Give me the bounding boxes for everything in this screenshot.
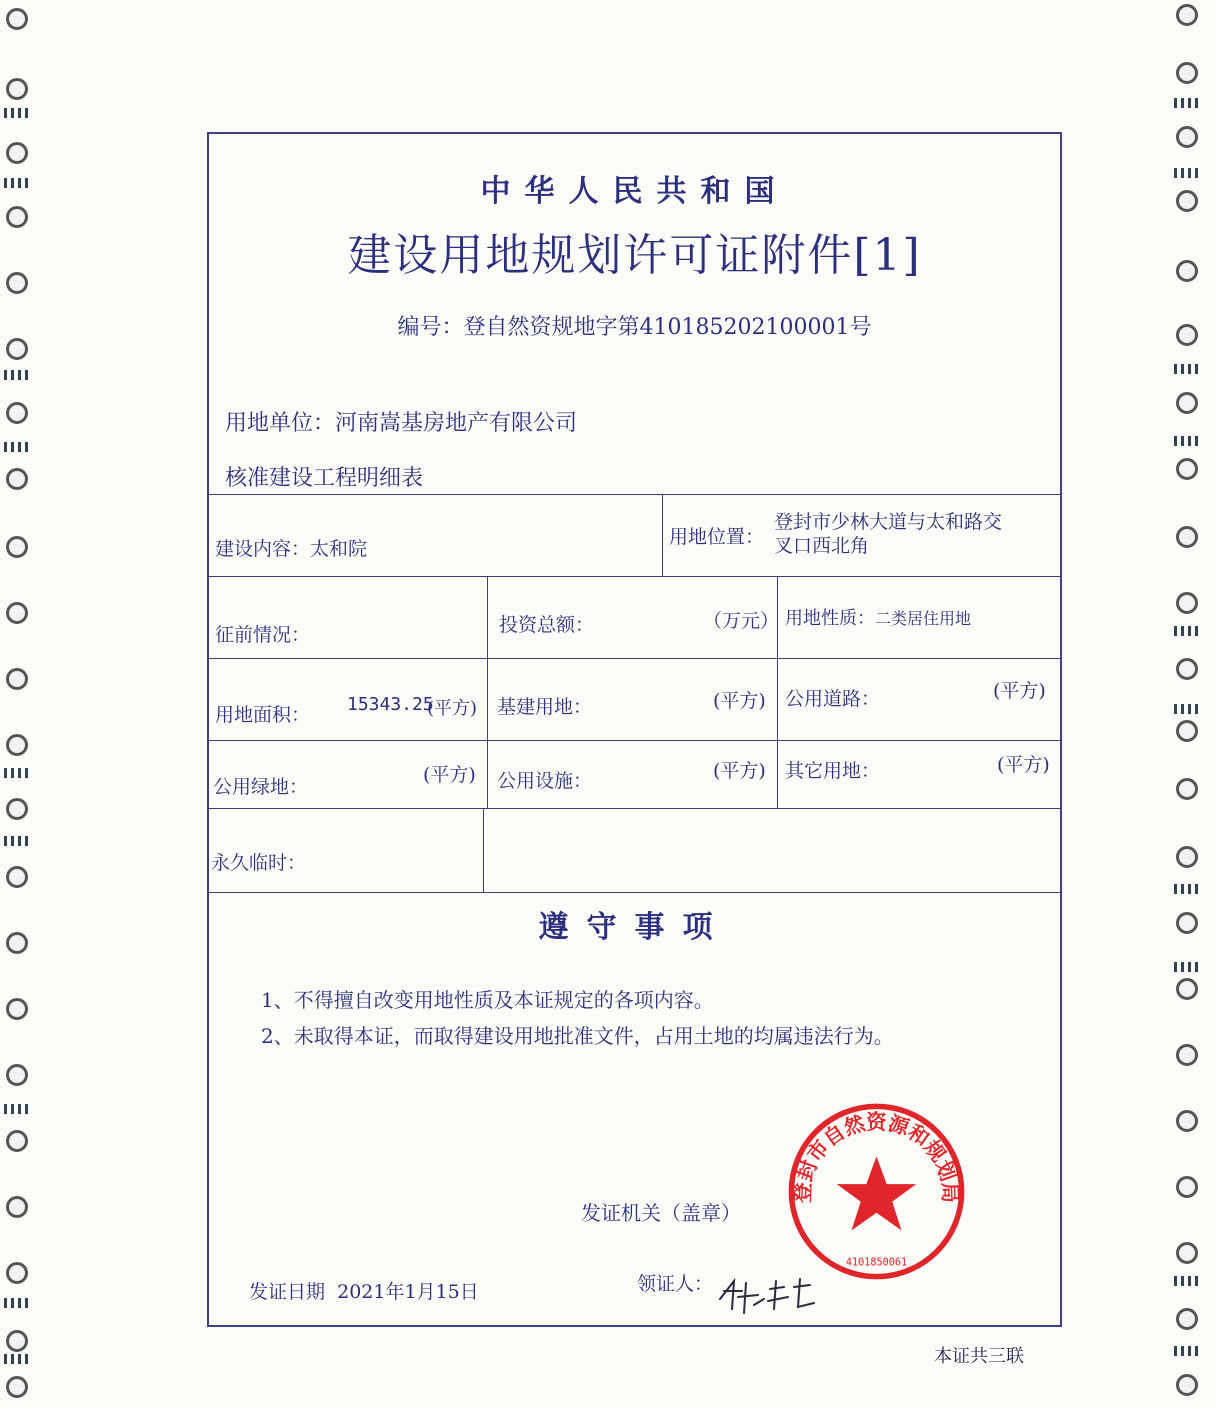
feed-hole bbox=[1176, 126, 1198, 148]
table-rule bbox=[207, 576, 1062, 577]
applicant-line bbox=[225, 406, 577, 437]
perforation-marks bbox=[1174, 1346, 1200, 1356]
table-divider bbox=[483, 808, 484, 892]
content-cell bbox=[215, 534, 367, 561]
notice-rule-1: 1、不得擅自改变用地性质及本证规定的各项内容。 bbox=[261, 988, 714, 1012]
feed-hole bbox=[1176, 324, 1198, 346]
other-land-label: 其它用地： bbox=[785, 760, 881, 782]
perforation-marks bbox=[1174, 98, 1200, 108]
perforation-marks bbox=[1174, 1276, 1200, 1286]
feed-hole bbox=[1176, 912, 1198, 934]
feed-hole bbox=[6, 206, 28, 228]
seal-star-icon bbox=[837, 1156, 917, 1230]
feed-hole bbox=[1176, 1374, 1198, 1396]
feed-hole bbox=[1176, 260, 1198, 282]
feed-hole bbox=[1176, 592, 1198, 614]
table-rule bbox=[207, 808, 1062, 809]
construction-land-label: 基建用地： bbox=[497, 696, 593, 718]
feed-hole bbox=[6, 668, 28, 690]
table-divider bbox=[487, 576, 488, 808]
feed-hole bbox=[6, 602, 28, 624]
public-road-label: 公用道路： bbox=[785, 688, 881, 710]
table-rule bbox=[207, 494, 1062, 495]
feed-hole bbox=[6, 1064, 28, 1086]
table-rule bbox=[207, 740, 1062, 741]
public-facility-label: 公用设施： bbox=[497, 770, 593, 792]
table-rule bbox=[207, 658, 1062, 659]
feed-hole bbox=[1176, 392, 1198, 414]
feed-hole bbox=[6, 1262, 28, 1284]
notice-title: 遵守事项 bbox=[538, 910, 731, 945]
issue-date bbox=[249, 1277, 479, 1304]
document-number bbox=[209, 310, 1060, 341]
perforation-marks bbox=[1174, 168, 1200, 178]
land-nature-label: 用地性质： bbox=[785, 608, 875, 629]
perforation-marks bbox=[1174, 884, 1200, 894]
perforation-marks bbox=[4, 836, 30, 846]
copies-note: 本证共三联 bbox=[934, 1346, 1024, 1367]
feed-hole bbox=[6, 272, 28, 294]
feed-hole bbox=[1176, 190, 1198, 212]
left-feed-strip bbox=[0, 0, 60, 1408]
feed-hole bbox=[6, 734, 28, 756]
location-value bbox=[774, 510, 1002, 558]
feed-hole bbox=[6, 1330, 28, 1352]
notice-rule-2: 2、未取得本证，而取得建设用地批准文件，占用土地的均属违法行为。 bbox=[261, 1024, 894, 1048]
investment-unit: （万元） bbox=[703, 610, 780, 632]
permanent-temp-label: 永久临时： bbox=[211, 852, 307, 874]
number-value: 登自然资规地字第410185202100001号 bbox=[463, 315, 872, 340]
area-label: 用地面积： bbox=[215, 704, 311, 726]
feed-hole bbox=[1176, 658, 1198, 680]
perforation-marks bbox=[4, 1104, 30, 1114]
perforation-marks bbox=[4, 442, 30, 452]
perforation-marks bbox=[4, 1354, 30, 1364]
perforation-marks bbox=[1174, 364, 1200, 374]
feed-hole bbox=[1176, 458, 1198, 480]
location-line-1: 登封市少林大道与太和路交 bbox=[774, 511, 1003, 533]
table-title: 核准建设工程明细表 bbox=[225, 466, 424, 491]
feed-hole bbox=[1176, 978, 1198, 1000]
feed-hole bbox=[6, 1130, 28, 1152]
feed-hole bbox=[1176, 1308, 1198, 1330]
applicant-value: 河南嵩基房地产有限公司 bbox=[335, 411, 578, 436]
perforation-marks bbox=[4, 108, 30, 118]
feed-hole bbox=[1176, 778, 1198, 800]
perforation-marks bbox=[4, 768, 30, 778]
public-green-unit: (平方) bbox=[423, 764, 476, 786]
issue-date-label: 发证日期 bbox=[249, 1281, 326, 1303]
public-green-label: 公用绿地： bbox=[213, 776, 309, 798]
feed-hole bbox=[1176, 846, 1198, 868]
feed-hole bbox=[6, 142, 28, 164]
investment-label: 投资总额： bbox=[499, 614, 595, 636]
feed-hole bbox=[6, 1376, 28, 1398]
seal-code: 4101850061 bbox=[845, 1257, 908, 1269]
table-divider bbox=[662, 494, 663, 576]
feed-hole bbox=[6, 998, 28, 1020]
public-road-unit: (平方) bbox=[993, 680, 1046, 702]
perforation-marks bbox=[1174, 962, 1200, 972]
feed-hole bbox=[1176, 526, 1198, 548]
location-line-2: 叉口西北角 bbox=[774, 535, 870, 557]
area-value: 15343.25 bbox=[347, 694, 434, 715]
seal-text: 登封市自然资源和规划局 bbox=[790, 1109, 963, 1204]
feed-hole bbox=[6, 866, 28, 888]
feed-hole bbox=[1176, 1110, 1198, 1132]
receiver-signature bbox=[714, 1269, 824, 1319]
perforation-marks bbox=[4, 178, 30, 188]
feed-hole bbox=[6, 468, 28, 490]
number-label: 编号： bbox=[397, 315, 464, 340]
country-heading: 中华人民共和国 bbox=[480, 174, 789, 209]
feed-hole bbox=[1176, 62, 1198, 84]
feed-hole bbox=[6, 932, 28, 954]
issuer-label: 发证机关（盖章） bbox=[581, 1201, 741, 1225]
perforation-marks bbox=[1174, 626, 1200, 636]
applicant-label: 用地单位： bbox=[225, 411, 336, 436]
feed-hole bbox=[6, 1196, 28, 1218]
feed-hole bbox=[6, 402, 28, 424]
feed-hole bbox=[1176, 1242, 1198, 1264]
right-feed-strip bbox=[1156, 0, 1216, 1408]
feed-hole bbox=[6, 8, 28, 30]
feed-hole bbox=[1176, 4, 1198, 26]
perforation-marks bbox=[4, 370, 30, 380]
location-label: 用地位置： bbox=[669, 526, 765, 548]
land-nature-cell bbox=[785, 604, 971, 630]
land-nature-value: 二类居住用地 bbox=[875, 609, 972, 628]
issue-date-value: 2021年1月15日 bbox=[337, 1281, 479, 1303]
table-rule bbox=[207, 892, 1062, 893]
perforation-marks bbox=[1174, 704, 1200, 714]
content-label: 建设内容： bbox=[215, 538, 311, 560]
other-land-unit: (平方) bbox=[997, 754, 1050, 776]
feed-hole bbox=[1176, 1044, 1198, 1066]
feed-hole bbox=[6, 798, 28, 820]
feed-hole bbox=[6, 78, 28, 100]
official-seal bbox=[784, 1099, 969, 1284]
perforation-marks bbox=[1174, 436, 1200, 446]
content-value: 太和院 bbox=[310, 538, 368, 560]
document-title: 建设用地规划许可证附件[1] bbox=[347, 230, 922, 281]
feed-hole bbox=[6, 338, 28, 360]
area-unit: (平方) bbox=[427, 698, 478, 719]
details-table bbox=[207, 494, 1062, 894]
construction-land-unit: (平方) bbox=[713, 690, 766, 712]
pre-status-label: 征前情况： bbox=[215, 624, 311, 646]
permit-form bbox=[207, 132, 1062, 1327]
public-facility-unit: (平方) bbox=[713, 760, 766, 782]
perforation-marks bbox=[4, 1298, 30, 1308]
receiver-label: 领证人： bbox=[637, 1273, 714, 1295]
feed-hole bbox=[1176, 1176, 1198, 1198]
feed-hole bbox=[6, 536, 28, 558]
feed-hole bbox=[1176, 720, 1198, 742]
